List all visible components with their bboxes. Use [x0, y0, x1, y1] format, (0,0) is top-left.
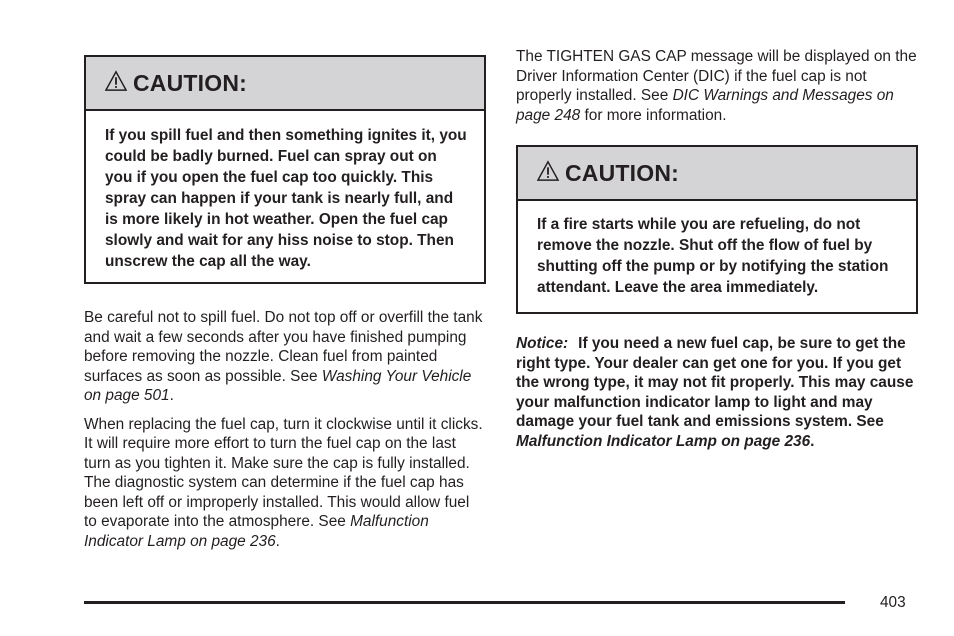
caution-box — [84, 55, 486, 284]
notice-label: Notice: — [516, 335, 569, 352]
cross-reference-link: DIC Warnings and Messages on page 248 — [516, 87, 894, 124]
caution-header — [86, 57, 484, 111]
caution-text: If you spill fuel and then something ignites it, you could be badly burned. Fuel can spray out on you if you open the fuel cap too quickly. This spray can happen if your tank is nearly full, and is more likely in hot weather. Open the fuel cap slowly and wait for any hiss noise to stop. Then unscrew the cap all the way. — [105, 127, 467, 270]
paragraph-replacing-cap: When replacing the fuel cap, turn it clockwise until it clicks. It will require more effort to turn the fuel cap on the last turn as you tighten it. Make sure the cap is fully installed. The diagnostic system can determine if the fuel cap has been left off or improperly installed. This would allow fuel to evaporate into the atmosphere. See Malfunction Indicator Lamp on page 236. — [84, 415, 483, 550]
paragraph-spill: Be careful not to spill fuel. Do not top off or overfill the tank and wait a few seconds after you have finished pumping before removing the nozzle. Clean fuel from painted surfaces as soon as possible. See Washing Your Vehicle on page 501. — [84, 309, 483, 404]
warning-triangle-icon — [537, 160, 559, 182]
left-column — [84, 55, 486, 551]
cross-reference-link: Malfunction Indicator Lamp on page 236 — [84, 513, 429, 550]
paragraph-tighten-gas-cap: The TIGHTEN GAS CAP message will be displayed on the Driver Information Center (DIC) if the fuel cap is not properly installed. See DIC Warnings and Messages on page 248 for more information. — [516, 48, 917, 124]
notice-paragraph: Notice: If you need a new fuel cap, be sure to get the right type. Your dealer can get one for you. If you get the wrong type, it may not fit properly. This may cause your malfunction indicator lamp to light and may damage your fuel tank and emissions system. See Malfunction Indicator Lamp on page 236. — [516, 335, 914, 450]
page-number: 403 — [880, 594, 906, 611]
warning-triangle-icon — [105, 70, 127, 92]
caution-header — [518, 147, 916, 201]
caution-box — [516, 145, 918, 314]
right-column — [516, 47, 918, 451]
caution-title: CAUTION: — [133, 69, 248, 96]
cross-reference-link: Malfunction Indicator Lamp on page 236 — [516, 432, 811, 450]
caution-text: If a fire starts while you are refueling, do not remove the nozzle. Shut off the flow of fuel by shutting off the pump or by notifying the station attendant. Leave the area immediately. — [537, 216, 889, 296]
footer-rule — [84, 601, 845, 604]
cross-reference-link: Washing Your Vehicle on page 501 — [84, 367, 472, 404]
caution-title: CAUTION: — [565, 159, 680, 186]
